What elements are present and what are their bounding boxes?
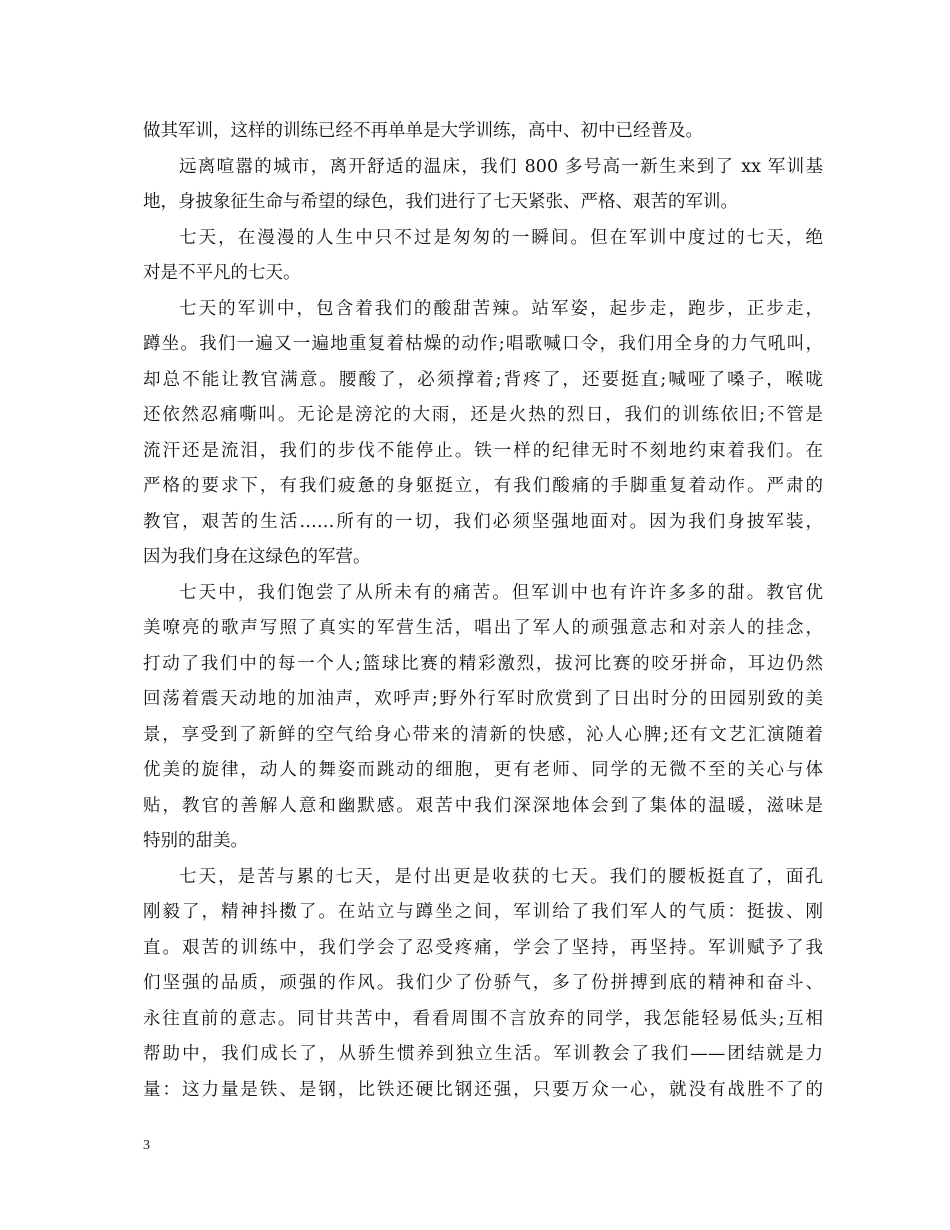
text-line: 远离喧嚣的城市，离开舒适的温床，我们 800 多号高一新生来到了 xx 军训基 [179,156,823,177]
text-line: 严格的要求下，有我们疲惫的身躯挺立，有我们酸痛的手脚重复着动作。严肃的 [143,476,823,496]
text-line: 特别的甜美。 [143,831,248,851]
text-line: 美嘹亮的歌声写照了真实的军营生活，唱出了军人的顽强意志和对亲人的挂念， [143,618,823,638]
text-line: 因为我们身在这绿色的军营。 [143,547,371,567]
text-line: 七天，在漫漫的人生中只不过是匆匆的一瞬间。但在军训中度过的七天，绝 [179,227,823,248]
page-number: 3 [143,1138,150,1153]
text-line: 做其军训，这样的训练已经不再单单是大学训练，高中、初中已经普及。 [143,121,703,141]
text-line: 景，享受到了新鲜的空气给身心带来的清新的快感，沁人心脾;还有文艺汇演随着 [143,724,823,745]
document-body [143,114,823,1108]
text-line: 贴，教官的善解人意和幽默感。艰苦中我们深深地体会到了集体的温暖，滋味是 [143,795,823,816]
text-line: 流汗还是流泪，我们的步伐不能停止。铁一样的纪律无时不刻地约束着我们。在 [143,440,823,461]
text-line: 直。艰苦的训练中，我们学会了忍受疼痛，学会了坚持，再坚持。军训赋予了我 [143,937,823,958]
text-line: 打动了我们中的每一个人;篮球比赛的精彩激烈，拔河比赛的咬牙拼命，耳边仍然 [143,653,823,674]
text-line: 却总不能让教官满意。腰酸了，必须撑着;背疼了，还要挺直;喊哑了嗓子，喉咙 [143,369,823,390]
text-line: 蹲坐。我们一遍又一遍地重复着枯燥的动作;唱歌喊口令，我们用全身的力气吼叫， [143,334,823,354]
text-line: 刚毅了，精神抖擞了。在站立与蹲坐之间，军训给了我们军人的气质：挺拔、刚 [143,902,823,922]
text-line: 七天，是苦与累的七天，是付出更是收获的七天。我们的腰板挺直了，面孔 [179,866,823,887]
text-line: 教官，艰苦的生活……所有的一切，我们必须坚强地面对。因为我们身披军装， [143,511,823,532]
text-line: 永往直前的意志。同甘共苦中，看看周围不言放弃的同学，我怎能轻易低头;互相 [143,1008,823,1029]
text-line: 帮助中，我们成长了，从骄生惯养到独立生活。军训教会了我们——团结就是力 [143,1044,823,1064]
text-line: 量：这力量是铁、是钢，比铁还硬比钢还强，只要万众一心，就没有战胜不了的 [143,1079,823,1100]
text-line: 七天的军训中，包含着我们的酸甜苦辣。站军姿，起步走，跑步，正步走， [179,298,823,319]
text-line: 地，身披象征生命与希望的绿色，我们进行了七天紧张、严格、艰苦的军训。 [143,192,738,212]
text-line: 优美的旋律，动人的舞姿而跳动的细胞，更有老师、同学的无微不至的关心与体 [143,760,823,780]
text-line: 对是不平凡的七天。 [143,263,301,283]
text-line: 还依然忍痛嘶叫。无论是滂沱的大雨，还是火热的烈日，我们的训练依旧;不管是 [143,405,823,425]
text-line: 们坚强的品质，顽强的作风。我们少了份骄气，多了份拼搏到底的精神和奋斗、 [143,973,823,993]
text-line: 回荡着震天动地的加油声，欢呼声;野外行军时欣赏到了日出时分的田园别致的美 [143,689,823,709]
text-line: 七天中，我们饱尝了从所未有的痛苦。但军训中也有许许多多的甜。教官优 [179,582,823,603]
